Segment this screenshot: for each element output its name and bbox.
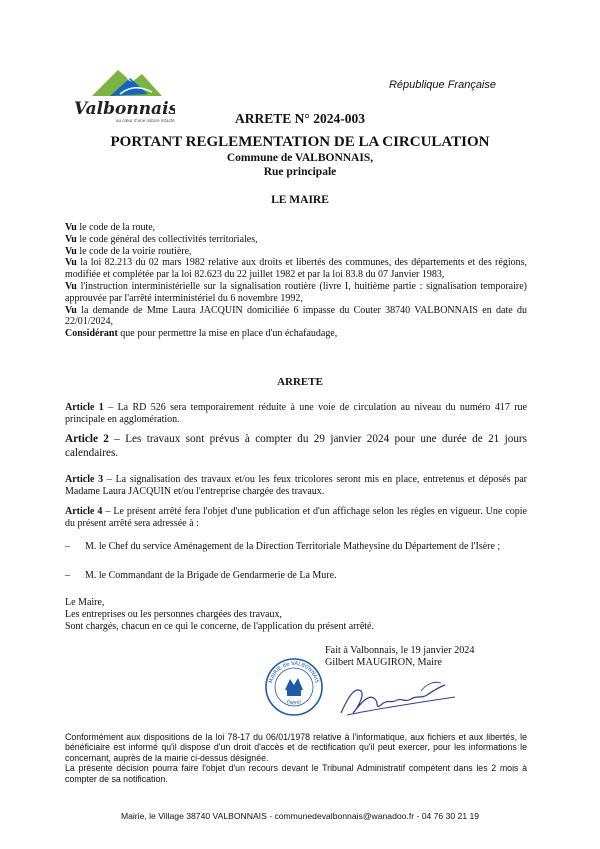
consideration-item: Vu le code de la route, [65, 222, 156, 233]
article-1: Article 1 – La RD 526 sera temporairement réduite à une voie de circulation au niveau du numéro 417 rue principale en agglomération. [65, 402, 527, 425]
article-2: Article 2 – Les travaux sont prévus à compter du 29 janvier 2024 pour une durée de 21 jours calendaires. [65, 433, 528, 459]
page-footer: Mairie, le Village 38740 VALBONNAIS - communedevalbonnais@wanadoo.fr - 04 76 30 21 19 [120, 811, 480, 821]
le-maire-heading: LE MAIRE [271, 194, 329, 206]
arrete-heading: ARRETE [277, 376, 323, 388]
mayor-signature [335, 673, 465, 723]
republic-label: République Française [388, 79, 496, 91]
svg-text:MAIRIE de VALBONNAIS: MAIRIE de VALBONNAIS [268, 660, 320, 684]
official-stamp [264, 657, 324, 717]
recipient-item: – M. le Commandant de la Brigade de Gendarmerie de La Mure. [65, 570, 337, 581]
considerations-list [65, 222, 527, 340]
mayor-name: Gilbert MAUGIRON, Maire [325, 656, 442, 668]
consideration-item: Vu le code général des collectivités territoriales, [65, 233, 258, 245]
main-title: PORTANT REGLEMENTATION DE LA CIRCULATION [110, 134, 490, 150]
consideration-item: Vu l'instruction interministérielle sur la signalisation routière (livre I, huitième partie : signalisation temporaire) approuvée par l'arrêté interministériel du 6 novembre 1992, [65, 280, 527, 304]
article-3: Article 3 – La signalisation des travaux et/ou les feux tricolores seront mis en place, entretenus et déposés par Madame Laura JACQUIN et/ou l'entreprise chargée des travaux. [65, 474, 527, 497]
dash-bullet: – [65, 541, 70, 552]
recipient-item: – M. le Chef du service Aménagement de la Direction Territoriale Matheysine du Département de l'Isère ; [65, 541, 501, 552]
street-subtitle: Rue principale [263, 166, 337, 178]
svg-text:(Isère): (Isère) [285, 698, 303, 707]
logo-wordmark: Valbonnais [74, 99, 175, 119]
logo-tagline: au cœur d'une nature intacte [116, 118, 175, 123]
consideration-item: Vu la loi 82.213 du 02 mars 1982 relative aux droits et libertés des communes, des départements et des régions, modifiée et complétée par la loi 82.623 du 22 juillet 1982 et par la loi 83.8 du 07 Janvier 1983, [65, 257, 527, 281]
commune-subtitle: Commune de VALBONNAIS, [226, 152, 374, 164]
consideration-item: Considérant que pour permettre la mise en place d'un échafaudage, [65, 328, 338, 340]
place-date: Fait à Valbonnais, le 19 janvier 2024 [325, 645, 475, 656]
closing-block: Le Maire, Les entreprises ou les personnes chargées des travaux, Sont chargés, chacun en ce qui le concerne, de l'application du présent arrêté. [65, 597, 374, 632]
signature-block [325, 645, 474, 669]
arrete-number: ARRETE N° 2024-003 [235, 111, 365, 126]
legal-footnote: Conformément aux dispositions de la loi 78-17 du 06/01/1978 relative à l'informatique, aux fichiers et aux libertés, le bénéficiaire est informé qu'il dispose d'un droit d'accès et de rectification qu'il peut exercer, pour les informations le concernant, auprès de la mairie ci-dessus désignée. La présente décision pourra faire l'objet d'un recours devant le Tribunal Administratif compétent dans les 2 mois à compter de sa notification. [65, 732, 527, 784]
dash-bullet: – [65, 570, 70, 581]
article-4: Article 4 – Le présent arrêté fera l'objet d'une publication et d'un affichage selon les règles en vigueur. Une copie du présent arrêté sera adressée à : [65, 506, 527, 529]
consideration-item: Vu la demande de Mme Laura JACQUIN domiciliée 6 impasse du Couter 38740 VALBONNAIS en date du 22/01/2024, [65, 304, 527, 328]
consideration-item: Vu le code de la voirie routière, [65, 245, 192, 257]
